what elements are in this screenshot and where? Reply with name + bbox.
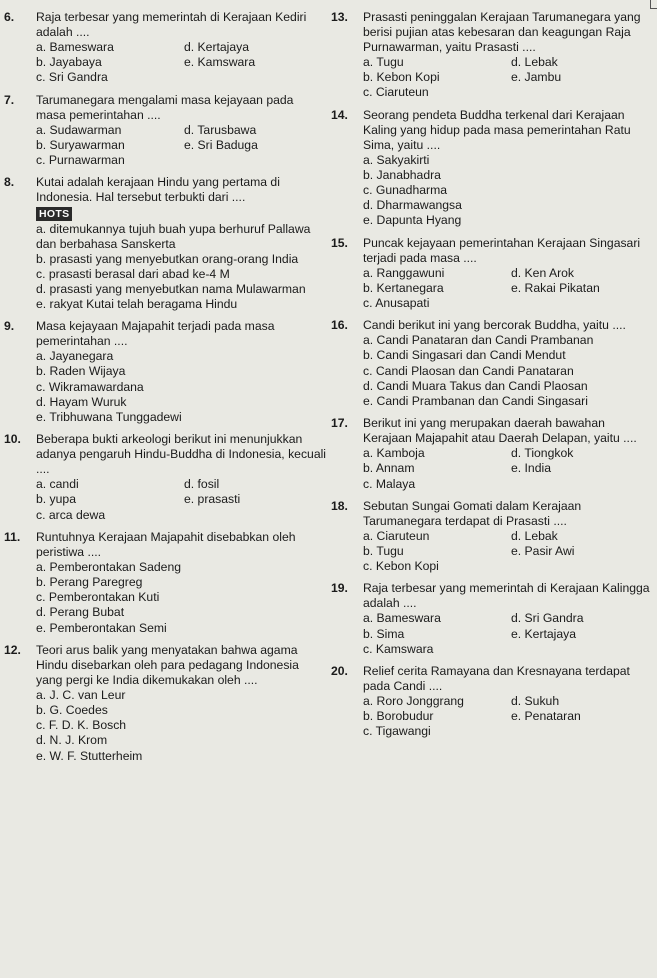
question-15 [331, 236, 653, 312]
option-a[interactable]: a. Ciaruteun [363, 528, 430, 543]
question-number: 6. [4, 10, 15, 24]
option-c[interactable]: c. Pemberontakan Kuti [36, 590, 160, 605]
question-16 [331, 318, 653, 409]
option-d[interactable]: d. Perang Bubat [36, 605, 125, 620]
option-a[interactable]: a. Bameswara [363, 611, 441, 626]
right-column [331, 10, 653, 747]
option-c[interactable]: c. Ciaruteun [363, 85, 429, 100]
question-number: 17. [331, 416, 348, 431]
question-number: 14. [331, 107, 348, 122]
question-stem: Raja terbesar yang memerintah di Kerajaan Kediri adalah .... [36, 10, 307, 39]
question-number: 10. [4, 432, 21, 447]
option-b[interactable]: b. yupa [36, 492, 76, 507]
option-c[interactable]: c. Wikramawardana [36, 379, 144, 394]
option-d[interactable]: d. Candi Muara Takus dan Candi Plaosan [363, 378, 588, 393]
option-e[interactable]: e. Sri Baduga [184, 137, 258, 152]
question-stem: Teori arus balik yang menyatakan bahwa agama Hindu disebarkan oleh para pedagang Indonesia yang pergi ke India dikemukakan oleh .... [36, 642, 299, 687]
option-a[interactable]: a. Sudawarman [36, 122, 122, 137]
option-e[interactable]: e. rakyat Kutai telah beragama Hindu [36, 297, 238, 312]
option-d[interactable]: d. Kertajaya [184, 40, 250, 54]
question-20 [331, 664, 653, 740]
option-e[interactable]: e. Pasir Awi [511, 544, 575, 559]
option-d[interactable]: d. N. J. Krom [36, 733, 108, 748]
question-stem: Relief cerita Ramayana dan Kresnayana terdapat pada Candi .... [363, 664, 630, 694]
option-e[interactable]: e. Dapunta Hyang [363, 213, 462, 228]
option-e[interactable]: e. prasasti [184, 492, 241, 507]
option-c[interactable]: c. Tigawangi [363, 724, 431, 739]
option-d[interactable]: d. Sri Gandra [511, 611, 584, 626]
option-c[interactable]: c. Kebon Kopi [363, 559, 439, 574]
option-a[interactable]: a. Candi Panataran dan Candi Prambanan [363, 333, 594, 348]
question-number: 11. [4, 529, 21, 544]
question-number: 9. [4, 319, 15, 334]
left-column [4, 10, 326, 771]
option-c[interactable]: c. Kamswara [363, 641, 434, 656]
question-stem: Runtuhnya Kerajaan Majapahit disebabkan oleh peristiwa .... [36, 529, 296, 559]
question-stem: Puncak kejayaan pemerintahan Kerajaan Singasari terjadi pada masa .... [363, 235, 641, 265]
question-18 [331, 499, 653, 575]
option-a[interactable]: a. Bameswara [36, 40, 114, 54]
question-number: 20. [331, 664, 348, 679]
option-b[interactable]: b. Suryawarman [36, 137, 125, 152]
option-c[interactable]: c. prasasti berasal dari abad ke-4 M [36, 267, 230, 282]
option-b[interactable]: b. prasasti yang menyebutkan orang-orang India [36, 252, 299, 267]
option-e[interactable]: e. Candi Prambanan dan Candi Singasari [363, 394, 588, 409]
option-d[interactable]: d. Tarusbawa [184, 122, 257, 137]
option-a[interactable]: a. Kamboja [363, 446, 425, 461]
option-a[interactable]: a. J. C. van Leur [36, 687, 126, 702]
question-stem: Candi berikut ini yang bercorak Buddha, yaitu .... [363, 318, 626, 333]
option-a[interactable]: a. Sakyakirti [363, 152, 430, 167]
option-d[interactable]: d. prasasti yang menyebutkan nama Mulawarman [36, 282, 306, 297]
option-b[interactable]: b. Kertanegara [363, 280, 444, 295]
question-10 [4, 432, 326, 523]
question-number: 8. [4, 175, 15, 190]
option-d[interactable]: d. Sukuh [511, 694, 560, 709]
option-e[interactable]: e. Kertajaya [511, 626, 577, 641]
option-b[interactable]: b. G. Coedes [36, 703, 108, 718]
option-b[interactable]: b. Annam [363, 461, 415, 476]
option-b[interactable]: b. Tugu [363, 544, 404, 559]
option-b[interactable]: b. Kebon Kopi [363, 70, 440, 85]
option-b[interactable]: b. Janabhadra [363, 167, 441, 182]
option-c[interactable]: c. Purnawarman [36, 153, 125, 168]
option-d[interactable]: d. Hayam Wuruk [36, 394, 127, 409]
question-11 [4, 530, 326, 636]
question-13 [331, 10, 653, 101]
option-b[interactable]: b. Raden Wijaya [36, 364, 126, 379]
option-d[interactable]: d. Dharmawangsa [363, 198, 462, 213]
question-stem: Masa kejayaan Majapahit terjadi pada masa pemerintahan .... [36, 319, 275, 349]
question-8 [4, 175, 326, 312]
option-e[interactable]: e. W. F. Stutterheim [36, 748, 143, 763]
question-stem: Berikut ini yang merupakan daerah bawahan Kerajaan Majapahit atau Daerah Delapan, yaitu .... [363, 416, 637, 446]
question-stem: Tarumanegara mengalami masa kejayaan pada masa pemerintahan .... [36, 92, 294, 122]
option-e[interactable]: e. India [511, 461, 551, 476]
question-stem: Prasasti peninggalan Kerajaan Tarumanegara yang berisi pujian atas kebesaran dan keagungan Raja Purnawarman, yaitu Prasasti .... [363, 10, 641, 54]
question-stem: Beberapa bukti arkeologi berikut ini menunjukkan adanya pengaruh Hindu-Buddha di Indonesia, kecuali .... [36, 432, 327, 477]
option-c[interactable]: c. F. D. K. Bosch [36, 718, 127, 733]
option-a[interactable]: a. Ranggawuni [363, 265, 445, 280]
question-19 [331, 581, 653, 657]
question-number: 16. [331, 318, 348, 333]
hots-badge: HOTS [36, 207, 72, 221]
option-c[interactable]: c. Gunadharma [363, 183, 448, 198]
option-c[interactable]: c. arca dewa [36, 507, 106, 522]
question-number: 13. [331, 10, 348, 24]
option-c[interactable]: c. Malaya [363, 476, 416, 491]
option-e[interactable]: e. Penataran [511, 709, 581, 724]
question-17 [331, 416, 653, 492]
option-b[interactable]: b. Candi Singasari dan Candi Mendut [363, 348, 566, 363]
option-a[interactable]: a. Jayanegara [36, 349, 114, 364]
option-a[interactable]: a. Pemberontakan Sadeng [36, 559, 182, 574]
option-a[interactable]: a. Roro Jonggrang [363, 694, 464, 709]
question-6 [4, 10, 326, 86]
question-number: 12. [4, 642, 21, 657]
corner-mark [650, 0, 657, 9]
question-12 [4, 643, 326, 764]
option-e[interactable]: e. Rakai Pikatan [511, 280, 600, 295]
option-e[interactable]: e. Jambu [511, 70, 562, 85]
option-a[interactable]: a. candi [36, 477, 79, 492]
option-d[interactable]: d. Lebak [511, 55, 558, 69]
option-e[interactable]: e. Kamswara [184, 55, 256, 70]
option-b[interactable]: b. Perang Paregreg [36, 575, 143, 590]
option-d[interactable]: d. Tiongkok [511, 446, 574, 461]
option-e[interactable]: e. Pemberontakan Semi [36, 620, 167, 635]
question-14 [331, 108, 653, 229]
option-c[interactable]: c. Anusapati [363, 296, 430, 311]
option-b[interactable]: b. Sima [363, 626, 405, 641]
question-number: 15. [331, 235, 348, 250]
option-d[interactable]: d. Lebak [511, 528, 558, 543]
option-d[interactable]: d. fosil [184, 477, 220, 492]
question-number: 19. [331, 581, 348, 596]
question-number: 18. [331, 498, 348, 513]
option-a[interactable]: a. Tugu [363, 55, 404, 69]
option-c[interactable]: c. Candi Plaosan dan Candi Panataran [363, 363, 574, 378]
question-7 [4, 93, 326, 169]
option-a[interactable]: a. ditemukannya tujuh buah yupa berhuruf Pallawa dan berbahasa Sanskerta [36, 222, 311, 252]
option-e[interactable]: e. Tribhuwana Tunggadewi [36, 410, 182, 425]
question-stem: Seorang pendeta Buddha terkenal dari Kerajaan Kaling yang hidup pada masa pemerintahan Ratu Sima, yaitu .... [363, 107, 631, 152]
question-number: 7. [4, 92, 15, 107]
option-b[interactable]: b. Jayabaya [36, 55, 102, 70]
question-stem: Raja terbesar yang memerintah di Kerajaan Kalingga adalah .... [363, 581, 650, 611]
option-b[interactable]: b. Borobudur [363, 709, 434, 724]
option-c[interactable]: c. Sri Gandra [36, 70, 108, 85]
option-d[interactable]: d. Ken Arok [511, 265, 575, 280]
question-stem: Sebutan Sungai Gomati dalam Kerajaan Tarumanegara terdapat di Prasasti .... [363, 498, 582, 528]
question-stem: Kutai adalah kerajaan Hindu yang pertama di Indonesia. Hal tersebut terbukti dari .... [36, 175, 280, 205]
question-9 [4, 319, 326, 425]
